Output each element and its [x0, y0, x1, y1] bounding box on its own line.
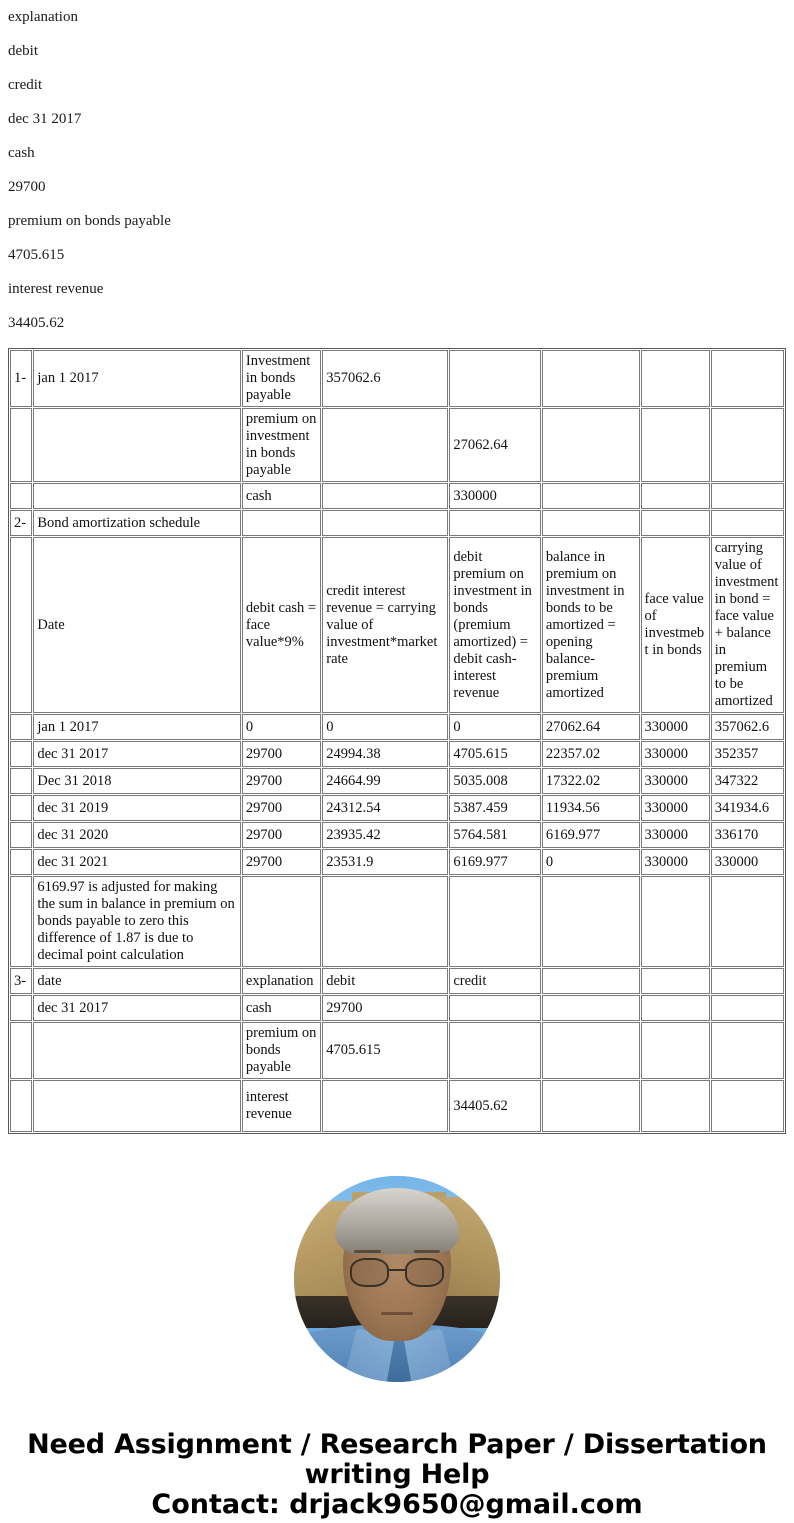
- cell-col6: [641, 408, 710, 482]
- top-line: premium on bonds payable: [8, 213, 171, 229]
- header-balance-premium: balance in premium on investment in bonds to be amortized = opening balance- premium amortized: [542, 537, 640, 713]
- cell-section-title: Bond amortization schedule: [33, 510, 241, 536]
- top-line: cash: [8, 145, 35, 161]
- cell-balance-premium: 0: [542, 849, 640, 875]
- cell-balance-premium: 6169.977: [542, 822, 640, 848]
- cell-carrying-value: 341934.6: [711, 795, 784, 821]
- cell-debit: 357062.6: [322, 350, 448, 407]
- table-row-section-title: [10, 510, 784, 536]
- cell-date: dec 31 2017: [33, 741, 241, 767]
- header-date: Date: [33, 537, 241, 713]
- header-marker: [10, 537, 32, 713]
- promo-footer: [0, 1430, 794, 1520]
- cell-balance-premium: 22357.02: [542, 741, 640, 767]
- header-blank: [542, 968, 640, 994]
- avatar-eyebrow-left: [354, 1250, 381, 1253]
- cell-marker: [10, 1022, 32, 1079]
- cell-blank: [449, 876, 541, 967]
- header-face-value: face value of investmebt in bonds: [641, 537, 710, 713]
- table-row: [10, 995, 784, 1021]
- cell-credit: 27062.64: [449, 408, 541, 482]
- avatar-container: [0, 1176, 794, 1382]
- cell-blank: [542, 995, 640, 1021]
- header-credit: credit: [449, 968, 541, 994]
- avatar-eyebrow-right: [414, 1250, 441, 1253]
- cell-marker: [10, 795, 32, 821]
- avatar-glasses-lens-right: [405, 1258, 444, 1287]
- cell-carrying-value: 330000: [711, 849, 784, 875]
- cell-premium-amortized: 6169.977: [449, 849, 541, 875]
- cell-premium-amortized: 5035.008: [449, 768, 541, 794]
- cell-interest-revenue: 24312.54: [322, 795, 448, 821]
- top-line: debit: [8, 43, 38, 59]
- cell-explanation: cash: [242, 483, 321, 509]
- cell-date: dec 31 2020: [33, 822, 241, 848]
- cell-debit-cash: 29700: [242, 822, 321, 848]
- cell-blank: [641, 1022, 710, 1079]
- cell-blank: [641, 995, 710, 1021]
- cell-explanation: premium on investment in bonds payable: [242, 408, 321, 482]
- cell-credit: 34405.62: [449, 1080, 541, 1132]
- cell-face-value: 330000: [641, 795, 710, 821]
- header-blank: [711, 968, 784, 994]
- cell-debit: [322, 408, 448, 482]
- table-row: [10, 483, 784, 509]
- cell-credit: [449, 1022, 541, 1079]
- cell-debit-cash: 29700: [242, 849, 321, 875]
- cell-premium-amortized: 5387.459: [449, 795, 541, 821]
- cell-blank: [641, 876, 710, 967]
- top-line: interest revenue: [8, 281, 104, 297]
- cell-marker: 1-: [10, 350, 32, 407]
- cell-blank: [711, 510, 784, 536]
- cell-marker: [10, 741, 32, 767]
- top-line: explanation: [8, 9, 78, 25]
- cell-debit: [322, 483, 448, 509]
- cell-col7: [711, 483, 784, 509]
- top-line: 34405.62: [8, 315, 65, 331]
- avatar-mouth: [381, 1312, 414, 1315]
- top-line: 4705.615: [8, 247, 65, 263]
- header-blank: [641, 968, 710, 994]
- cell-date: jan 1 2017: [33, 350, 241, 407]
- table-header-row: [10, 537, 784, 713]
- cell-date: dec 31 2019: [33, 795, 241, 821]
- cell-interest-revenue: 24664.99: [322, 768, 448, 794]
- cell-col5: [542, 350, 640, 407]
- table-row: [10, 1022, 784, 1079]
- cell-debit: 4705.615: [322, 1022, 448, 1079]
- cell-col7: [711, 350, 784, 407]
- cell-date: [33, 1080, 241, 1132]
- cell-date: dec 31 2017: [33, 995, 241, 1021]
- cell-blank: [711, 995, 784, 1021]
- cell-marker: [10, 876, 32, 967]
- cell-blank: [542, 510, 640, 536]
- cell-blank: [542, 876, 640, 967]
- cell-blank: [641, 510, 710, 536]
- cell-marker: [10, 408, 32, 482]
- header-explanation: explanation: [242, 968, 321, 994]
- cell-premium-amortized: 0: [449, 714, 541, 740]
- promo-line-1: Need Assignment / Research Paper / Dissertation writing Help: [27, 1429, 767, 1490]
- cell-balance-premium: 17322.02: [542, 768, 640, 794]
- avatar-glasses-lens-left: [350, 1258, 389, 1287]
- cell-blank: [711, 1022, 784, 1079]
- cell-premium-amortized: 5764.581: [449, 822, 541, 848]
- header-carrying-value: carrying value of investment in bond = face value + balance in premium to be amortized: [711, 537, 784, 713]
- cell-debit-cash: 0: [242, 714, 321, 740]
- cell-blank: [641, 1080, 710, 1132]
- journal-entries-table: [8, 348, 786, 1134]
- header-debit-cash: debit cash = face value*9%: [242, 537, 321, 713]
- header-debit: debit: [322, 968, 448, 994]
- cell-interest-revenue: 24994.38: [322, 741, 448, 767]
- top-line: dec 31 2017: [8, 111, 82, 127]
- table-row: [10, 714, 784, 740]
- header-credit-interest-revenue: credit interest revenue = carrying value of investment*market rate: [322, 537, 448, 713]
- cell-explanation: premium on bonds payable: [242, 1022, 321, 1079]
- cell-blank: [322, 876, 448, 967]
- cell-carrying-value: 357062.6: [711, 714, 784, 740]
- cell-col5: [542, 483, 640, 509]
- cell-credit: [449, 995, 541, 1021]
- cell-date: jan 1 2017: [33, 714, 241, 740]
- cell-face-value: 330000: [641, 768, 710, 794]
- table-row: [10, 408, 784, 482]
- cell-premium-amortized: 4705.615: [449, 741, 541, 767]
- cell-date: dec 31 2021: [33, 849, 241, 875]
- cell-date: Dec 31 2018: [33, 768, 241, 794]
- header-premium-amortized: debit premium on investment in bonds (premium amortized) = debit cash- interest revenue: [449, 537, 541, 713]
- cell-col7: [711, 408, 784, 482]
- cell-blank: [242, 876, 321, 967]
- table-row: [10, 1080, 784, 1132]
- table-row: [10, 350, 784, 407]
- cell-blank: [711, 876, 784, 967]
- cell-face-value: 330000: [641, 849, 710, 875]
- cell-interest-revenue: 23935.42: [322, 822, 448, 848]
- cell-debit-cash: 29700: [242, 768, 321, 794]
- table-row: [10, 822, 784, 848]
- promo-line-2: Contact: drjack9650@gmail.com: [151, 1489, 643, 1520]
- cell-date: [33, 408, 241, 482]
- cell-marker: [10, 995, 32, 1021]
- cell-blank: [449, 510, 541, 536]
- cell-balance-premium: 11934.56: [542, 795, 640, 821]
- cell-credit: [449, 350, 541, 407]
- cell-interest-revenue: 23531.9: [322, 849, 448, 875]
- cell-col6: [641, 350, 710, 407]
- cell-debit-cash: 29700: [242, 795, 321, 821]
- cell-marker: [10, 1080, 32, 1132]
- cell-col5: [542, 408, 640, 482]
- cell-explanation: Investment in bonds payable: [242, 350, 321, 407]
- cell-marker: [10, 822, 32, 848]
- cell-face-value: 330000: [641, 822, 710, 848]
- cell-debit: [322, 1080, 448, 1132]
- table-row: [10, 741, 784, 767]
- avatar-glasses-bridge: [389, 1269, 405, 1271]
- cell-blank: [542, 1022, 640, 1079]
- top-line: 29700: [8, 179, 46, 195]
- cell-blank: [542, 1080, 640, 1132]
- cell-marker: [10, 849, 32, 875]
- table-row: [10, 849, 784, 875]
- cell-credit: 330000: [449, 483, 541, 509]
- cell-blank: [242, 510, 321, 536]
- cell-debit-cash: 29700: [242, 741, 321, 767]
- cell-col6: [641, 483, 710, 509]
- cell-marker: [10, 483, 32, 509]
- cell-carrying-value: 352357: [711, 741, 784, 767]
- cell-face-value: 330000: [641, 741, 710, 767]
- avatar: [294, 1176, 500, 1382]
- cell-carrying-value: 347322: [711, 768, 784, 794]
- journal-table-wrapper: [8, 348, 786, 1134]
- cell-blank: [711, 1080, 784, 1132]
- cell-note-text: 6169.97 is adjusted for making the sum in balance in premium on bonds payable to zero this difference of 1.87 is due to decimal point calculation: [33, 876, 241, 967]
- cell-marker: [10, 768, 32, 794]
- cell-interest-revenue: 0: [322, 714, 448, 740]
- cell-explanation: cash: [242, 995, 321, 1021]
- top-text-list: [0, 0, 794, 340]
- cell-marker: [10, 714, 32, 740]
- table-row: [10, 768, 784, 794]
- cell-date: [33, 1022, 241, 1079]
- table-row-note: [10, 876, 784, 967]
- cell-face-value: 330000: [641, 714, 710, 740]
- cell-date: [33, 483, 241, 509]
- cell-debit: 29700: [322, 995, 448, 1021]
- table-header-row: [10, 968, 784, 994]
- cell-marker: 2-: [10, 510, 32, 536]
- cell-balance-premium: 27062.64: [542, 714, 640, 740]
- top-line: credit: [8, 77, 43, 93]
- cell-blank: [322, 510, 448, 536]
- cell-carrying-value: 336170: [711, 822, 784, 848]
- header-date: date: [33, 968, 241, 994]
- cell-explanation: interest revenue: [242, 1080, 321, 1132]
- header-marker: 3-: [10, 968, 32, 994]
- table-row: [10, 795, 784, 821]
